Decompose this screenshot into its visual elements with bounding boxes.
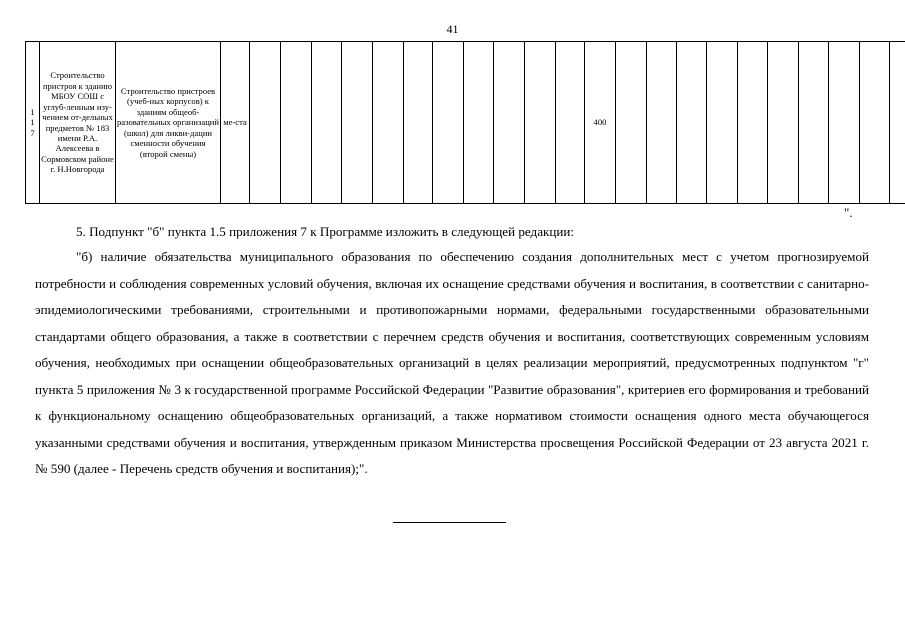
empty-cell bbox=[494, 42, 525, 204]
paragraph-amendment-body: "б) наличие обязательства муниципального образования по обеспечению создания дополнительных мест с учетом прогнозируемой потребности и соблюдения современных условий обучения, включая их оснащение средствами обучения и воспитания, в соответствии с санитарно-эпидемиологическими требованиями, строительными и противопожарными нормами, федеральными государственными образовательными стандартами общего образования, а также в соответствии с перечнем средств обучения и воспитания, соответствующих современным условиям обучения, необходимых при оснащении общеобразовательных организаций в целях реализации мероприятий, предусмотренных подпунктом "г" пункта 5 приложения № 3 к государственной программе Российской Федерации "Развитие образования", критериев его формирования и требований к функциональному оснащению общеобразовательных организаций, а также нормативом стоимости оснащения одного места обучающегося указанными средствами обучения и воспитания, утвержденным приказом Министерства просвещения Российской Федерации от 23 августа 2021 г. № 590 (далее - Перечень средств обучения и воспитания);". bbox=[35, 249, 869, 476]
unit-cell: ме-ста bbox=[221, 42, 250, 204]
empty-cell bbox=[373, 42, 404, 204]
direction-cell: Строительство пристроев (учеб-ных корпусов) к зданиям общеоб-разовательных организаций (школ) для ликви-дации сменности обучения (второй смены) bbox=[116, 42, 221, 204]
empty-cell bbox=[677, 42, 707, 204]
empty-cell bbox=[342, 42, 373, 204]
value-cell: 400 bbox=[585, 42, 616, 204]
object-name-cell: Строительство пристроя к зданию МБОУ СОШ с углуб-ленным изу-чением от-дельных предметов № 183 имени Р.А. Алексеева в Сормовском районе г. Н.Новгорода bbox=[40, 42, 116, 204]
empty-cell bbox=[799, 42, 829, 204]
empty-cell bbox=[281, 42, 312, 204]
program-table bbox=[25, 41, 905, 204]
row-number-line: 1 bbox=[30, 106, 35, 117]
empty-cell bbox=[556, 42, 585, 204]
empty-cell bbox=[647, 42, 677, 204]
empty-cell bbox=[312, 42, 342, 204]
row-number-line: 7 bbox=[30, 127, 35, 138]
empty-cell bbox=[433, 42, 464, 204]
end-divider-line bbox=[393, 522, 506, 523]
table-row bbox=[26, 42, 905, 204]
empty-cell bbox=[616, 42, 647, 204]
empty-cell bbox=[890, 42, 905, 204]
empty-cell bbox=[860, 42, 890, 204]
empty-cell bbox=[768, 42, 799, 204]
empty-cell bbox=[738, 42, 768, 204]
empty-cell bbox=[404, 42, 433, 204]
table-closing-quote: ". bbox=[844, 205, 853, 220]
page-number: 41 bbox=[446, 22, 459, 36]
empty-cell bbox=[707, 42, 738, 204]
row-number-cell bbox=[26, 42, 40, 204]
empty-cell bbox=[829, 42, 860, 204]
paragraph-amendment-intro: 5. Подпункт "б" пункта 1.5 приложения 7 к Программе изложить в следующей редакции: bbox=[76, 224, 575, 239]
row-number-line: 1 bbox=[30, 117, 35, 128]
empty-cell bbox=[250, 42, 281, 204]
empty-cell bbox=[464, 42, 494, 204]
empty-cell bbox=[525, 42, 556, 204]
